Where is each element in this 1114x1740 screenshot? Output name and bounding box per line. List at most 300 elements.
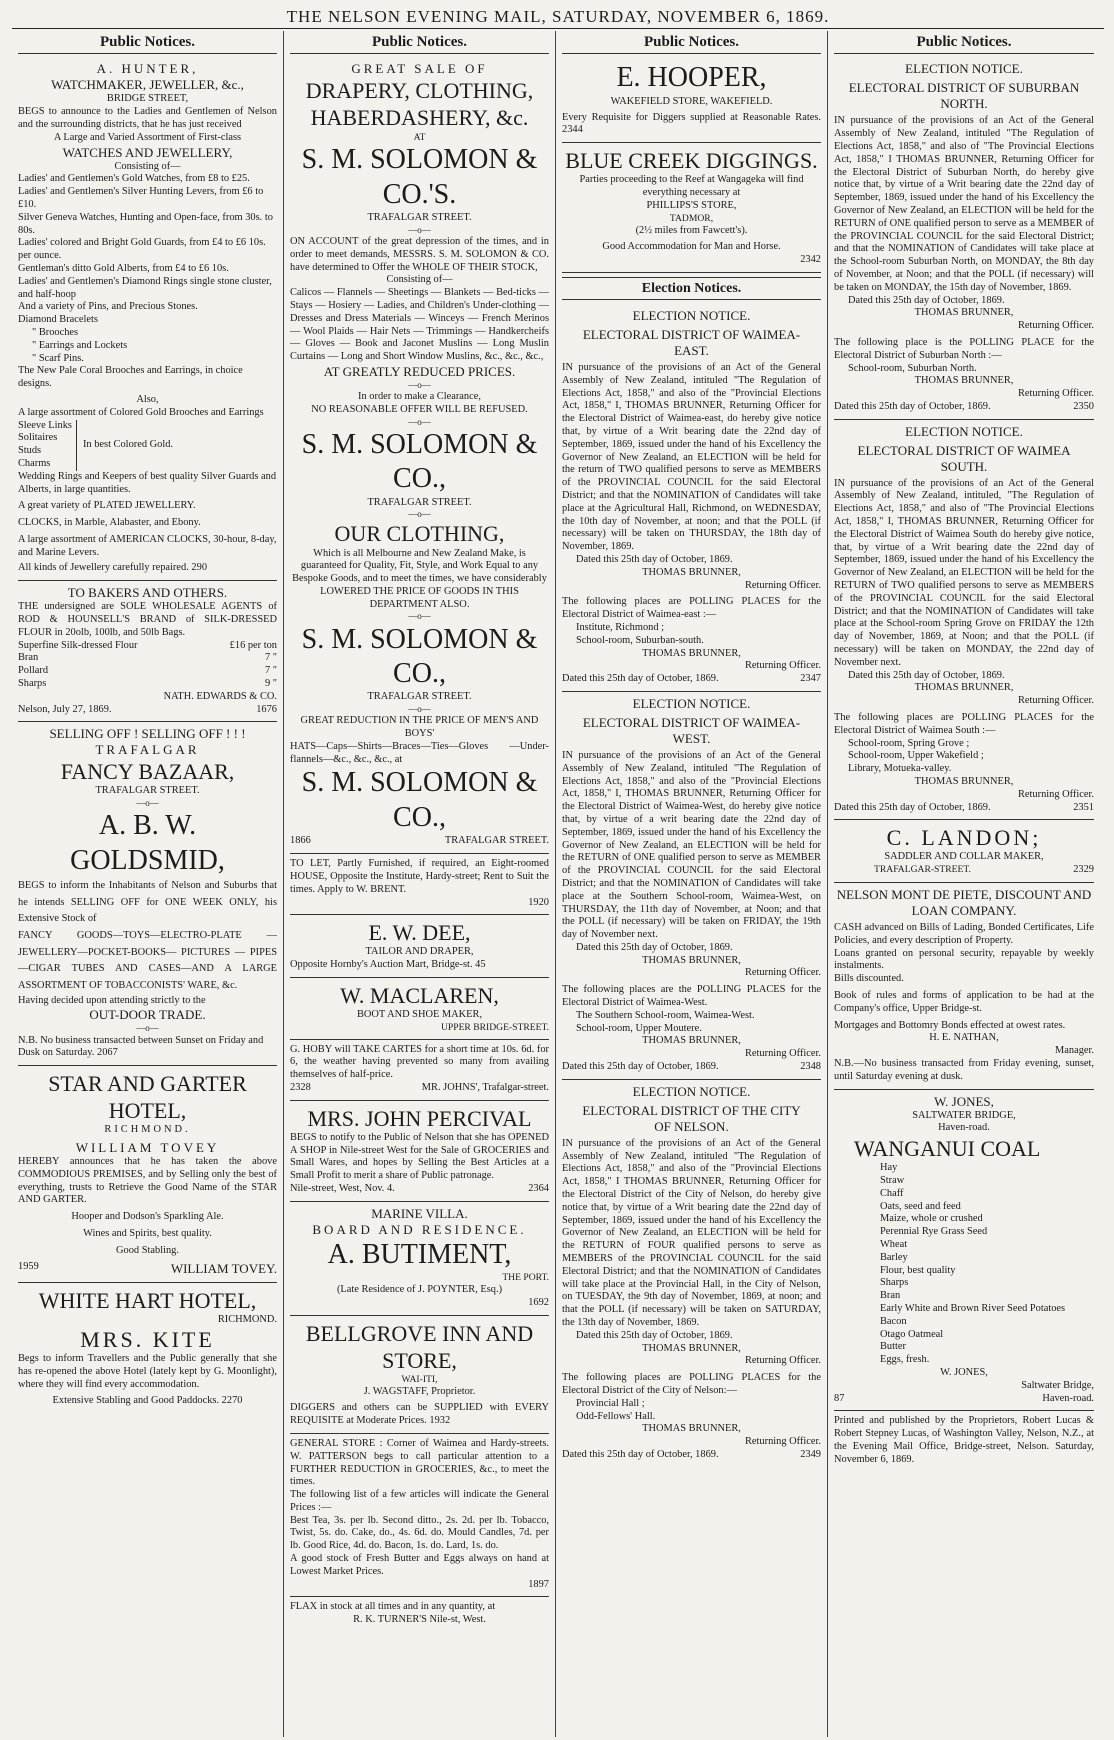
ad-title: WHITE HART HOTEL,: [38, 1287, 257, 1313]
notice-text: IN pursuance of the provisions of an Act of the General Assembly of New Zealand, intituled "The Regulation of Elections Act, 1858," and also of the "Provincial Elections Act, 1858," I, THOMAS BRUNNER, Returning Officer for the Electoral District of Waimea-West, do hereby give notice that, by virtue of a writ bearing date the 22nd day of September, 1869, issued under the hand of his Excellency the Governor of New Zealand, an ELECTION will be held for the RETURN of ONE qualified person to serve as MEMBER of the PROVINCIAL COUNCIL for the said Electoral District; and that the NOMINATION of Candidates will take place at the Southern School-room, Waimea-West, on THURSDAY, the 11th day of November, at Noon; and that the POLL (if necessary) will be taken on FRIDAY, the 19th day of November next.: [562, 749, 821, 941]
ad-text: A good stock of Fresh Butter and Eggs always on hand at Lowest Market Prices.: [290, 1553, 549, 1577]
notice-district: ELECTORAL DISTRICT OF WAIMEA-WEST.: [582, 714, 801, 746]
notice-role: Returning Officer.: [745, 1355, 821, 1367]
list-item: Hay: [880, 1162, 898, 1174]
ad-text: [562, 112, 821, 138]
notice-sign: THOMAS BRUNNER,: [642, 647, 741, 659]
notice-sign: THOMAS BRUNNER,: [642, 1035, 741, 1047]
column-3: [556, 31, 828, 1737]
gold-group: [18, 420, 277, 471]
notice-dated: Dated this 25th day of October, 1869.: [834, 400, 991, 412]
notice-sign: THOMAS BRUNNER,: [914, 682, 1014, 694]
ad-place: RICHMOND.: [104, 1124, 191, 1136]
ad-text: A large assortment of AMERICAN CLOCKS, 30-hour, 8-day, and Marine Levers.: [18, 533, 277, 558]
ad-subtitle: GREAT REDUCTION IN THE PRICE OF MEN'S AND BOYS': [300, 715, 539, 740]
ad-number: 2347: [800, 673, 821, 685]
election-notice-city-of-nelson: [562, 1080, 821, 1467]
ad-place: WAI-ITI,: [401, 1373, 438, 1385]
ad-footer: [18, 562, 277, 575]
ad-nb: N.B. No business transacted between Sunset on Friday and Dusk on Saturday.: [18, 1034, 264, 1059]
notice-role: Returning Officer.: [1018, 388, 1094, 400]
separator: —o—: [408, 704, 431, 715]
ad-text: Extensive Stabling and Good Paddocks.: [52, 1394, 220, 1406]
notice-sign: THOMAS BRUNNER,: [642, 566, 741, 578]
ad-sign: H. E. NATHAN,: [929, 1032, 999, 1044]
ad-title: NELSON MONT DE PIETE, DISCOUNT AND LOAN COMPANY.: [836, 887, 1092, 919]
ad-name: R. K. TURNER'S Nile-st, West.: [353, 1614, 486, 1626]
column-heading: Public Notices.: [290, 31, 549, 54]
notice-sign: THOMAS BRUNNER,: [914, 307, 1014, 319]
notice-district: ELECTORAL DISTRICT OF WAIMEA-EAST.: [582, 327, 801, 359]
notice-text: IN pursuance of the provisions of an Act of the General Assembly of New Zealand, intituled "The Regulation of Elections Act, 1858," and also of the "Provincial Elections Act, 1858," I, THOMAS BRUNNER, Returning Officer for the Electoral District of Waimea-east, do hereby give notice that, by virtue of a Writ bearing date the 22nd day of September, 1869, issued under the hand of his Excellency the Governor of New Zealand, an ELECTION will be held for the return of TWO qualified persons to serve as MEMBERS of the PROVINCIAL COUNCIL for the said Electoral District; and that the NOMINATION of Candidates will take place at the Agricultural Hall, Richmond, on WEDNESDAY, the 10th day of November, at noon; and that the POLL (if necessary) will be taken on THURSDAY, the 18th day of November, 1869.: [562, 362, 821, 553]
ad-text: Begs to inform Travellers and the Public generally that she has re-opened the above Hotel (lately kept by G. Moonlight), where they will find every accommodation.: [18, 1353, 277, 1391]
notice-district: ELECTORAL DISTRICT OF THE CITY OF NELSON.: [582, 1102, 801, 1134]
ad-number: 290: [191, 562, 208, 574]
ad-title: A. HUNTER,: [96, 61, 199, 77]
ad-subtitle: OUT-DOOR TRADE.: [89, 1007, 206, 1023]
notice-dated: Dated this 25th day of October, 1869.: [562, 673, 719, 685]
ad-bellgrove: [290, 1316, 549, 1434]
ad-text: FANCY GOODS—TOYS—ELECTRO-PLATE —JEWELLERY—POCKET-BOOKS— PICTURES — PIPES—CIGAR TUBES AND CASES—AND A LARGE ASSORTMENT OF TOBACCONISTS' WARE, &c.: [18, 930, 277, 992]
ad-marine-villa: [290, 1202, 549, 1316]
ad-number: 2349: [800, 1448, 821, 1460]
ad-text: AT: [413, 131, 426, 143]
ad-text: Good Stabling.: [116, 1244, 179, 1256]
ad-subtitle: FANCY BAZAAR,: [60, 759, 235, 785]
imprint: Printed and published by the Proprietors, Robert Lucas & Robert Stepney Lucas, of Washington Valley, Nelson, N.Z., at the Evening Mail Office, Bridge-street, Nelson. Saturday, November 6, 1869.: [834, 1415, 1094, 1465]
ad-owner: MRS. KITE: [80, 1327, 215, 1353]
ad-store: WAKEFIELD STORE, WAKEFIELD.: [610, 95, 773, 107]
notice-role: Returning Officer.: [745, 579, 821, 591]
ad-footer: [834, 864, 1094, 877]
price-row: [18, 678, 277, 691]
item: Diamond Bracelets: [18, 314, 98, 326]
ad-text: ON ACCOUNT of the great depression of the times, and in order to meet demands, MESSRS. S. M. SOLOMON & CO. have determined to Offer the WHOLE OF THEIR STOCK,: [290, 236, 549, 273]
ad-number: 87: [834, 1392, 845, 1404]
notice-polling: The following place is the POLLING PLACE for the Electoral District of Suburban North :—: [834, 336, 1094, 361]
polling-place: School-room, Upper Wakefield ;: [848, 750, 984, 762]
ad-address: Opposite Hornby's Auction Mart, Bridge-st.: [290, 959, 473, 971]
ad-sign: Haven-road.: [1042, 1392, 1094, 1404]
ad-subtitle: LOWERED THE PRICE OF GOODS IN THIS DEPARTMENT ALSO.: [320, 585, 519, 610]
polling-place: Odd-Fellows' Hall.: [576, 1410, 656, 1422]
ad-trade: SADDLER AND COLLAR MAKER,: [884, 851, 1044, 863]
item: The New Pale Coral Brooches and Earrings, in choice designs.: [18, 365, 243, 390]
notice-dated: Dated this 25th day of October, 1869.: [576, 554, 733, 566]
column-heading: Public Notices.: [18, 31, 277, 54]
ad-text: Calicos — Flannels — Sheetings — Blankets — Bed-ticks — Stays — Hosiery — Ladies, and Children's Under-clothing — Dresses and Dress Materials — Winceys — French Merinos — Wool Plaids — Hair Nets — Trimmings — Handkercheifs — Gloves — Book and Jaconet Muslins — Long Muslin Curtains — Long and Short Window Muslins, &c., &c., &c.,: [290, 287, 549, 363]
ad-subtitle: HABERDASHERY, &c.: [310, 105, 529, 131]
ad-subtitle: OUR CLOTHING,: [334, 521, 505, 547]
ad-address: MR. JOHNS', Trafalgar-street.: [421, 1082, 549, 1093]
ad-white-hart: [18, 1283, 277, 1413]
ad-title: STAR AND GARTER HOTEL,: [48, 1071, 247, 1124]
polling-place: Provincial Hall ;: [576, 1397, 645, 1409]
ad-selling-off: [18, 722, 277, 1066]
ad-number: 2342: [800, 254, 821, 266]
item: Gentleman's ditto Gold Alberts, from £4 to £6 10s.: [18, 262, 229, 274]
price-value: 9 ": [264, 678, 277, 690]
polling-place: Institute, Richmond ;: [576, 622, 665, 633]
ad-number: 2350: [1073, 400, 1094, 412]
ad-text: Which is all Melbourne and New Zealand Make, is guaranteed for Quality, Fit, Style, and Work Equal to any Bespoke Goods, and to meet the times, we have considerably: [292, 547, 547, 585]
ad-address: UPPER BRIDGE-STREET.: [440, 1021, 549, 1033]
notice-dated: Dated this 25th day of October, 1869.: [562, 1448, 719, 1460]
item: Ladies' colored and Bright Gold Guards, from £4 to £6 10s. per ounce.: [18, 237, 266, 262]
ad-address: Nile-street, West, Nov. 4.: [290, 1183, 395, 1195]
ad-text: (Late Residence of J. POYNTER, Esq.): [336, 1284, 503, 1296]
ad-footer: [18, 704, 277, 717]
ad-number: 2364: [528, 1183, 549, 1195]
ad-number: 2270: [221, 1394, 243, 1406]
ad-date: Nelson, July 27, 1869.: [18, 703, 112, 715]
item: And a variety of Pins, and Precious Stones.: [18, 301, 198, 313]
ad-sign: WILLIAM TOVEY.: [170, 1260, 277, 1276]
ad-footer: [290, 959, 549, 972]
notice-dated: Dated this 25th day of October, 1869.: [834, 801, 991, 813]
column-heading: Public Notices.: [562, 31, 821, 54]
ad-text: [18, 1035, 277, 1061]
polling-place: School-room, Spring Grove ;: [848, 737, 970, 749]
ad-text: Good Accommodation for Man and Horse.: [602, 241, 781, 253]
ad-nb: N.B.—No business transacted from Friday evening, sunset, until Saturday evening at dusk.: [834, 1057, 1094, 1082]
ad-dee: [290, 915, 549, 978]
notice-dated: Dated this 25th day of October, 1869.: [848, 669, 1005, 681]
item: Ladies' and Gentlemen's Gold Watches, from £8 to £25.: [18, 173, 250, 185]
ad-place: TADMOR,: [669, 212, 714, 224]
ad-place: SALTWATER BRIDGE,: [912, 1109, 1016, 1121]
notice-polling: The following places are POLLING PLACES for the Electoral District of the City of Nelson:—: [562, 1372, 821, 1396]
notice-role: Returning Officer.: [745, 660, 821, 672]
price-name: Superfine Silk-dressed Flour: [18, 639, 138, 651]
ad-number: 1897: [528, 1578, 549, 1590]
ad-subtitle: TRAFALGAR: [95, 742, 200, 758]
ad-name: MRS. JOHN PERCIVAL: [307, 1105, 532, 1131]
ad-hunter: [18, 57, 277, 581]
ad-general-store: [290, 1434, 549, 1598]
ad-firm: S. M. SOLOMON & CO.,: [301, 623, 538, 689]
ad-name: E. HOOPER,: [616, 62, 767, 94]
notice-title: ELECTION NOTICE.: [905, 61, 1023, 77]
ad-subtitle: DRAPERY, CLOTHING,: [305, 78, 534, 104]
ad-owner: WILLIAM TOVEY: [75, 1140, 220, 1155]
ad-text: BEGS to inform the Inhabitants of Nelson and Suburbs that he intends SELLING OFF for ONE WEEK ONLY, his Extensive Stock of: [18, 880, 277, 925]
separator: —o—: [136, 1023, 159, 1034]
polling-place: The Southern School-room, Waimea-West.: [576, 1009, 755, 1021]
notice-text: IN pursuance of the provisions of an Act of the General Assembly of New Zealand, intituled "The Regulation of Elections Act, 1858," and also of "The Provincial Elections Act, 1858," I THOMAS BRUNNER, Returning Officer for the Electoral District of Suburban North, do hereby give notice that, by virtue of a Writ bearing date the 22nd day of September, 1869, issued under the hand of his Excellency the Governor of New Zealand, an ELECTION will be held for the RETURN of ONE qualified person to serve as a MEMBER of the PROVINCIAL COUNCIL for the said Electoral District; and that the NOMINATION of Candidates will take place at the School-room Suburban North, on MONDAY, the 8th day of November, at Noon; and that the POLL (if necessary) will be taken on MONDAY, the 15th day of November, 1869.: [834, 115, 1094, 293]
ad-title: TO BAKERS AND OTHERS.: [67, 585, 228, 601]
notice-footer: [562, 673, 821, 686]
ad-text: A large assortment of Colored Gold Brooches and Earrings: [18, 406, 264, 418]
item: Ladies' and Gentlemen's Diamond Rings single stone cluster, and half-hoop: [18, 275, 272, 300]
item: Solitaires: [18, 432, 58, 444]
ad-great-sale: [290, 57, 549, 854]
ad-landon: [834, 820, 1094, 883]
ad-subtitle: WANGANUI COAL: [854, 1136, 1041, 1162]
ad-footer: [834, 1393, 1094, 1406]
ad-text: Having decided upon attending strictly to the: [18, 994, 206, 1006]
list-item: Early White and Brown River Seed Potatoes: [880, 1302, 1066, 1314]
election-notice-waimea-south: [834, 420, 1094, 821]
ad-text: Every Requisite for Diggers supplied at Reasonable Rates.: [562, 111, 821, 123]
election-notice-waimea-west: [562, 692, 821, 1080]
notice-footer: [562, 1061, 821, 1074]
ad-bakers: [18, 581, 277, 722]
list-item: Otago Oatmeal: [880, 1328, 944, 1340]
ad-street: TRAFALGAR STREET.: [367, 212, 472, 224]
ad-text: In order to make a Clearance,: [358, 391, 481, 403]
ad-text: HATS—Caps—Shirts—Braces—Ties—Gloves —Under-flannels—&c., &c., &c., at: [290, 740, 549, 765]
ad-mont-de-piete: [834, 883, 1094, 1090]
notice-role: Returning Officer.: [745, 967, 821, 979]
polling-place: School-room, Upper Moutere.: [576, 1022, 702, 1034]
ad-firm: S. M. SOLOMON & CO.'S.: [301, 144, 538, 210]
column-1: [12, 31, 284, 1737]
separator: —o—: [408, 509, 431, 520]
ad-name: W. MACLAREN,: [340, 982, 499, 1008]
section-heading: Election Notices.: [562, 277, 821, 300]
ad-number: 2329: [1073, 864, 1094, 876]
ad-subtitle: WATCHES AND JEWELLERY,: [62, 144, 233, 160]
notice-footer: [834, 802, 1094, 815]
ad-owner: J. WAGSTAFF, Proprietor.: [363, 1385, 476, 1397]
ad-name: A. B. W. GOLDSMID,: [70, 810, 225, 876]
ad-title: GREAT SALE OF: [351, 61, 488, 77]
price-row: [18, 652, 277, 665]
ad-street: TRAFALGAR STREET.: [367, 496, 472, 508]
price-name: Bran: [18, 652, 39, 664]
notice-polling: The following places are POLLING PLACES for the Electoral District of Waimea-east :—: [562, 596, 821, 621]
polling-place: School-room, Suburban North.: [848, 362, 977, 374]
column-4: [828, 31, 1100, 1737]
separator: —o—: [408, 416, 431, 427]
masthead: THE NELSON EVENING MAIL, SATURDAY, NOVEMBER 6, 1869.: [12, 6, 1104, 29]
ad-street: Haven-road.: [938, 1122, 990, 1134]
item: Sleeve Links: [18, 419, 72, 431]
ad-street: TRAFALGAR STREET.: [367, 691, 472, 703]
ad-text: DIGGERS and others can be SUPPLIED with EVERY REQUISITE at Moderate Prices.: [290, 1402, 549, 1427]
ad-text: BEGS to notify to the Public of Nelson that she has OPENED A SHOP in Nile-street West for the Sale of GROCERIES and Small Wares, and hopes by Selling the Best Articles at a Small Profit to merit a share of Public patronage.: [290, 1131, 549, 1182]
notice-dated: Dated this 25th day of October, 1869.: [848, 294, 1005, 306]
notice-district: ELECTORAL DISTRICT OF SUBURBAN NORTH.: [848, 80, 1080, 112]
price-name: Pollard: [18, 665, 49, 677]
list-item: Eggs, fresh.: [880, 1354, 930, 1366]
ad-number: 2348: [800, 1061, 821, 1073]
ad-text: (2½ miles from Fawcett's).: [635, 224, 748, 236]
ad-street: BRIDGE STREET,: [106, 93, 189, 105]
ad-name: C. LANDON;: [886, 825, 1042, 851]
notice-title: ELECTION NOTICE.: [632, 308, 751, 324]
polling-place: Library, Motueka-valley.: [848, 763, 952, 775]
notice-sign: THOMAS BRUNNER,: [642, 1342, 741, 1354]
notice-dated: Dated this 25th day of October, 1869.: [576, 941, 733, 953]
notice-sign: THOMAS BRUNNER,: [642, 1423, 741, 1435]
ad-text: Book of rules and forms of application to be had at the Company's office, Upper Bridge-st.: [834, 989, 1094, 1014]
separator: —o—: [136, 798, 159, 809]
ad-number: 1932: [429, 1415, 451, 1427]
ad-subtitle: BOARD AND RESIDENCE.: [312, 1221, 527, 1237]
price-row: [18, 640, 277, 653]
notice-sign: THOMAS BRUNNER,: [914, 776, 1014, 787]
separator: —o—: [408, 380, 431, 390]
ad-jones: [834, 1090, 1094, 1412]
ad-sign: Saltwater Bridge,: [1021, 1379, 1094, 1391]
ad-subtitle: AT GREATLY REDUCED PRICES.: [323, 364, 516, 380]
price-name: Sharps: [18, 678, 47, 690]
notice-text: IN pursuance of the provisions of an Act of the General Assembly of New Zealand, intituled "The Regulation of Elections Act, 1858," and also of the "Provincial Elections Act, 1858," I THOMAS BRUNNER, Returning Officer for the Electoral District of the City of Nelson, do hereby give notice that, by virtue of a Writ bearing date the 22nd day of September, 1869, issued under the hand of his Excellency the Governor of New Zealand, an ELECTION will be held for the RETURN of FOUR qualified persons to serve as MEMBERS of the PROVINCIAL COUNCIL for the said Electoral District; and that the NOMINATION of Candidates will take place at the Provincial Hall, in the City of Nelson, on TUESDAY, the 9th day of November, 1869, at noon; and that the POLL (if necessary) will be taken on SATURDAY, the 13th day of November, 1869.: [562, 1137, 821, 1328]
item: " Earrings and Lockets: [32, 339, 128, 351]
notice-text: IN pursuance of the provisions of an Act of the General Assembly of New Zealand, intituled, "The Regulation of Elections Act, 1858," and also of "The Provincial Elections Act, 1858," I, THOMAS BRUNNER, Returning Officer for the Electoral District of Waimea South do hereby give notice, that, by virtue of a Writ bearing date the 22nd day of September, 1869, issued under the hand of his Excellency the Governor of New Zealand, an ELECTION will be held for the RETURN of TWO qualified persons to serve as MEMBERS of the PROVINCIAL COUNCIL for the said Electoral District; and that the NOMINATION of Candidates will take place at the School-room Spring Grove on FRIDAY the 12th day of November, 1869, at Noon; and that the POLL (if necessary) will be taken on MONDAY, the 22nd day of November next.: [834, 477, 1094, 668]
election-notice-waimea-east: [562, 304, 821, 692]
price-row: [18, 665, 277, 678]
notice-title: ELECTION NOTICE.: [632, 695, 751, 711]
list-item: Bran: [880, 1290, 901, 1302]
ad-number: 1676: [256, 703, 277, 715]
ad-percival: [290, 1101, 549, 1202]
list-item: Butter: [880, 1341, 906, 1353]
columns: [12, 31, 1104, 1737]
ad-number: 1920: [528, 896, 549, 908]
ad-title: BLUE CREEK DIGGINGS.: [565, 148, 818, 174]
price-value: £16 per ton: [229, 639, 277, 651]
list-item: Flour, best quality: [880, 1264, 956, 1276]
item: In best Colored Gold.: [82, 438, 174, 450]
item: " Brooches: [32, 326, 79, 338]
list-item: Perennial Rye Grass Seed: [880, 1226, 988, 1238]
ad-firm: S. M. SOLOMON & CO.,: [301, 767, 538, 833]
list-item: Straw: [880, 1174, 905, 1186]
ad-to-let: [290, 854, 549, 915]
list-item: Chaff: [880, 1187, 904, 1199]
ad-text: Loans granted on personal security, repayable by weekly instalments.: [834, 947, 1094, 972]
ad-store: PHILLIPS'S STORE,: [646, 199, 737, 211]
ad-firm: S. M. SOLOMON & CO.,: [301, 428, 538, 495]
ad-place: THE PORT.: [502, 1272, 549, 1284]
ad-maclaren: [290, 978, 549, 1040]
ad-text: Consisting of—: [386, 274, 453, 286]
item: Silver Geneva Watches, Hunting and Open-face, from 30s. to 80s.: [18, 211, 273, 236]
ad-text: Parties proceeding to the Reef at Wangageka will find everything necessary at: [579, 174, 804, 199]
separator: —o—: [408, 224, 431, 235]
item: Charms: [18, 457, 51, 469]
goods-list: [834, 1162, 1094, 1367]
ad-flax: [290, 1597, 549, 1632]
list-item: Sharps: [880, 1277, 909, 1289]
ad-text: All kinds of Jewellery carefully repaired.: [18, 562, 189, 574]
election-notice-suburban-north: [834, 57, 1094, 419]
ad-number: 2351: [1073, 801, 1094, 813]
ad-text: Consisting of—: [114, 160, 181, 172]
item: " Scarf Pins.: [32, 352, 84, 364]
ad-text: [290, 1402, 549, 1428]
notice-role: Returning Officer.: [1018, 320, 1094, 332]
list-item: Bacon: [880, 1315, 907, 1327]
price-value: 7 ": [264, 652, 277, 664]
ad-star-garter: [18, 1066, 277, 1282]
ad-footer: [18, 1395, 277, 1408]
separator: —o—: [408, 611, 431, 622]
ad-footer: [290, 835, 549, 848]
ad-title: BELLGROVE INN AND STORE,: [305, 1320, 534, 1373]
ad-text: Hooper and Dodson's Sparkling Ale.: [71, 1211, 224, 1223]
ad-number: 1692: [528, 1296, 549, 1308]
ad-trade: WATCHMAKER, JEWELLER, &c.,: [51, 77, 244, 93]
notice-footer: [834, 401, 1094, 414]
ad-name: E. W. DEE,: [368, 920, 471, 946]
ad-subtitle: NO REASONABLE OFFER WILL BE REFUSED.: [311, 403, 528, 415]
notice-polling: The following places are POLLING PLACES for the Electoral District of Waimea South :—: [834, 712, 1094, 736]
ad-text: Wines and Spirits, best quality.: [83, 1227, 212, 1239]
ad-footer: [18, 1261, 277, 1277]
notice-role: Returning Officer.: [745, 1436, 821, 1448]
polling-place: School-room, Suburban-south.: [576, 634, 704, 646]
notice-title: ELECTION NOTICE.: [905, 423, 1023, 439]
ad-number: 45: [475, 959, 486, 971]
item: Ladies' and Gentlemen's Silver Hunting Levers, from £6 to £10.: [18, 186, 264, 210]
ad-title: SELLING OFF ! SELLING OFF ! ! !: [49, 726, 246, 742]
column-heading: Public Notices.: [834, 31, 1094, 54]
ad-sign: NATH. EDWARDS & CO.: [163, 690, 277, 702]
list-item: Barley: [880, 1251, 908, 1263]
ad-text: GENERAL STORE : Corner of Waimea and Hardy-streets. W. PATTERSON begs to call particular attention to a FURTHER REDUCTION in GROCERIES, &c., to meet the times.: [290, 1437, 549, 1488]
ad-text: Bills discounted.: [834, 973, 904, 985]
ad-text: FLAX in stock at all times and in any quantity, at: [290, 1601, 496, 1613]
ad-text: Best Tea, 3s. per lb. Second ditto., 2s. 2d. per lb. Tobacco, Twist, 5s. do. Cake, do., 4s. 6d. do. Mould Candles, 7d. per lb. Good Rice, 4d. do. Bacon, 1s. do. Lard, 1s. do.: [290, 1514, 549, 1552]
notice-polling: The following places are the POLLING PLACES for the Electoral District of Waimea-West.: [562, 984, 821, 1009]
ad-text: Wedding Rings and Keepers of best quality Silver Guards and Alberts, in large quantities.: [18, 470, 277, 495]
ad-number: 1866: [290, 835, 311, 847]
ad-text: Mortgages and Bottomry Bonds effected at owest rates.: [834, 1019, 1066, 1031]
ad-trade: BOOT AND SHOE MAKER,: [356, 1009, 483, 1021]
notice-dated: Dated this 25th day of October, 1869.: [562, 1061, 719, 1073]
ad-place: RICHMOND.: [217, 1313, 277, 1325]
list-item: Oats, seed and feed: [880, 1200, 961, 1212]
ad-text: CLOCKS, in Marble, Alabaster, and Ebony.: [18, 517, 201, 529]
notice-footer: [562, 1449, 821, 1462]
ad-number: 2344: [562, 124, 583, 136]
notice-sign: THOMAS BRUNNER,: [642, 954, 741, 966]
ad-hoby: [290, 1040, 549, 1101]
ad-number: 1959: [18, 1260, 39, 1272]
list-item: Maize, whole or crushed: [880, 1213, 983, 1225]
ad-blue-creek: [562, 143, 821, 273]
ad-text: THE undersigned are SOLE WHOLESALE AGENTS of ROD & HOUNSELL'S BRAND of SILK-DRESSED FLOUR in 20olb, 100lb, and 50lb Bags.: [18, 601, 277, 638]
notice-role: Returning Officer.: [1018, 695, 1094, 707]
ad-title: MARINE VILLA.: [371, 1205, 468, 1221]
ad-text: BEGS to announce to the Ladies and Gentlemen of Nelson and the surrounding districts, that he has just received: [18, 106, 277, 130]
ad-street: TRAFALGAR STREET.: [444, 835, 549, 847]
ad-footer: [290, 1082, 549, 1095]
ad-text: A Large and Varied Assortment of First-class: [53, 131, 242, 143]
ad-text: The following list of a few articles will indicate the General Prices :—: [290, 1489, 549, 1513]
ad-text: TO LET, Partly Furnished, if required, an Eight-roomed HOUSE, Opposite the Institute, Hardy-street; Rent to Suit the times. Apply to W. BRENT.: [290, 858, 549, 895]
ad-number: 2067: [97, 1047, 118, 1059]
ad-text: HEREBY announces that he has taken the above COMMODIOUS PREMISES, and by Selling only the best of everything, trusts to Retrieve the Good Name of the STAR AND GARTER.: [18, 1155, 277, 1206]
notice-title: ELECTION NOTICE.: [632, 1083, 751, 1099]
notice-district: ELECTORAL DISTRICT OF WAIMEA SOUTH.: [857, 442, 1071, 474]
ad-trade: TAILOR AND DRAPER,: [365, 946, 474, 958]
price-value: 7 ": [264, 665, 277, 677]
ad-text: G. HOBY will TAKE CARTES for a short time at 10s. 6d. for 6, the weather having prevented so many from availing themselves of half-price.: [290, 1043, 549, 1081]
ad-number: 2328: [290, 1082, 311, 1093]
column-2: [284, 31, 556, 1737]
ad-name: W. JONES,: [934, 1093, 994, 1109]
ad-role: Manager.: [1055, 1045, 1094, 1057]
ad-street: TRAFALGAR STREET.: [95, 785, 200, 797]
notice-role: Returning Officer.: [1018, 788, 1094, 800]
ad-name: A. BUTIMENT,: [327, 1238, 512, 1270]
ad-street: TRAFALGAR-STREET.: [874, 864, 971, 876]
